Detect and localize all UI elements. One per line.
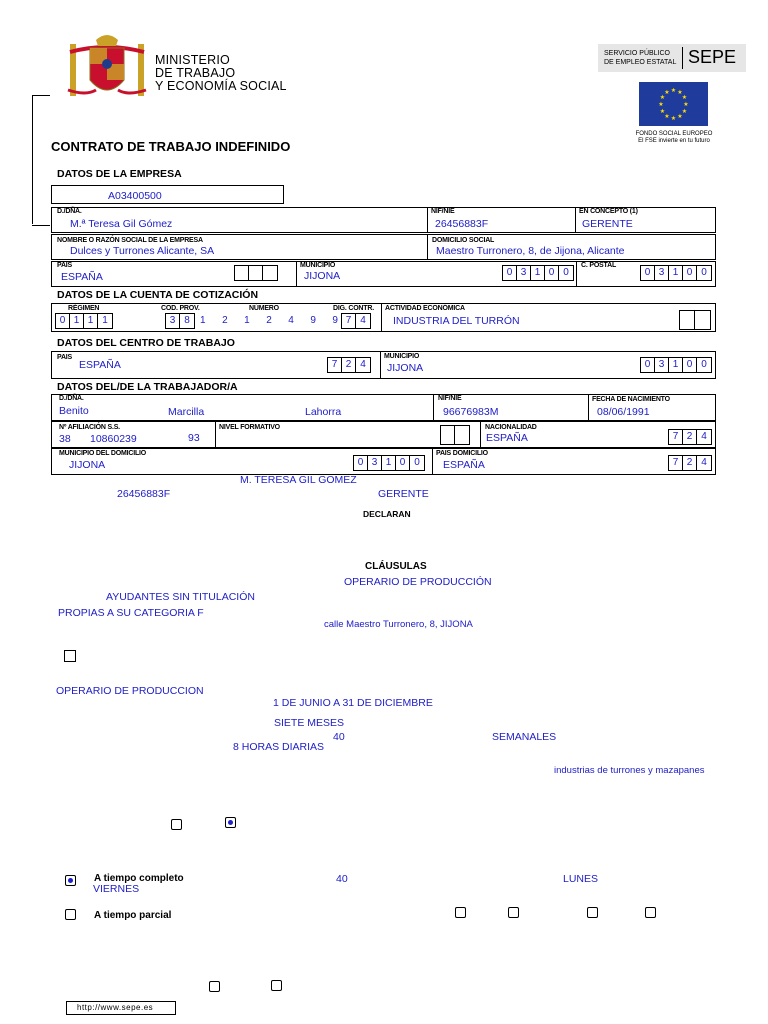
pais-dom-code[interactable] (668, 455, 712, 471)
code-digit: 0 (503, 266, 517, 280)
fse-caption (612, 131, 736, 145)
clausula-horas[interactable]: 40 (333, 731, 345, 743)
empresa-municipio-value[interactable]: JIJONA (304, 270, 341, 282)
code-digit: 0 (396, 456, 410, 470)
empresa-dd-value[interactable]: M.ª Teresa Gil Gómez (70, 218, 173, 230)
code-digit: 1 (382, 456, 396, 470)
bottom-option-2[interactable] (271, 980, 282, 991)
fse-line2: El FSE invierte en tu futuro (638, 138, 710, 144)
page-title: CONTRATO DE TRABAJO INDEFINIDO (51, 139, 291, 154)
parcial-option-1[interactable] (455, 907, 466, 918)
dig-code[interactable] (341, 313, 371, 329)
clausula-lugar[interactable]: calle Maestro Turronero, 8, JIJONA (324, 619, 473, 630)
code-digit: 1 (669, 358, 683, 372)
ministry-line3: Y ECONOMÍA SOCIAL (155, 79, 287, 93)
code-digit: 0 (683, 266, 697, 280)
code-digit: 1 (70, 314, 84, 328)
parcial-label: A tiempo parcial (94, 910, 172, 921)
code-digit: 4 (288, 315, 294, 326)
completo-checkbox-checked[interactable] (65, 875, 76, 886)
svg-text:★: ★ (677, 113, 683, 120)
code-digit: 9 (310, 315, 316, 326)
nivel-code[interactable] (440, 425, 470, 445)
trabajador-row2 (51, 421, 716, 448)
clausula-checkbox-1[interactable] (64, 650, 76, 662)
code-digit: 4 (701, 457, 707, 468)
svg-text:★: ★ (681, 94, 688, 101)
clausula-periodo[interactable]: 1 DE JUNIO A 31 DE DICIEMBRE (273, 697, 433, 709)
municipio-dom-label: MUNICIPIO DEL DOMICILIO (59, 450, 147, 457)
code-digit: 8 (184, 315, 190, 326)
code-digit: 2 (342, 358, 356, 372)
empresa-municipio-code[interactable] (502, 265, 574, 281)
completo-dia-inicio[interactable]: LUNES (563, 873, 599, 885)
codprov-code[interactable] (165, 313, 195, 329)
empresa-razon-value[interactable]: Dulces y Turrones Alicante, SA (70, 245, 215, 257)
trabajador-apellido2[interactable]: Lahorra (305, 406, 342, 418)
svg-text:★: ★ (670, 87, 677, 94)
margin-bracket (32, 95, 50, 226)
parcial-checkbox[interactable] (65, 909, 76, 920)
code-digit: 1 (102, 315, 108, 326)
code-digit: 0 (354, 456, 368, 470)
trabajador-dd-label: D./DÑA. (59, 395, 84, 402)
empresa-cpostal-code[interactable] (640, 265, 712, 281)
codprov-label: COD. PROV. (161, 305, 200, 312)
selected-dot-icon (68, 878, 73, 883)
code-digit: 3 (368, 456, 382, 470)
ministry-line1: MINISTERIO (155, 53, 230, 67)
clausula-horas-diarias[interactable]: 8 HORAS DIARIAS (233, 741, 325, 753)
trabajador-nif-label: NIF/NIE (438, 395, 462, 402)
firmante-nombre[interactable]: M. TERESA GIL GOMEZ (240, 474, 357, 486)
nacionalidad-value[interactable]: ESPAÑA (486, 432, 528, 444)
parcial-option-4[interactable] (645, 907, 656, 918)
code-digit: 9 (332, 315, 338, 326)
code-digit: 0 (414, 457, 420, 468)
svg-text:★: ★ (664, 89, 670, 96)
fse-line1: FONDO SOCIAL EUROPEO (635, 131, 713, 137)
svg-text:★: ★ (659, 108, 666, 115)
code-digit: 2 (266, 315, 272, 326)
completo-horas[interactable]: 40 (336, 873, 348, 885)
code-digit: 0 (701, 267, 707, 278)
code-digit: 3 (655, 358, 669, 372)
centro-municipio-label: MUNICIPIO (384, 353, 420, 360)
empresa-code-value: A03400500 (108, 190, 162, 202)
parcial-option-2[interactable] (508, 907, 519, 918)
code-digit: 1 (200, 315, 206, 326)
cotizacion-row (51, 303, 716, 332)
declaran-heading: DECLARAN (363, 509, 411, 519)
firmante-nif[interactable]: 26456883F (117, 488, 171, 500)
code-digit: 0 (641, 266, 655, 280)
empresa-pais-label: PAIS (57, 262, 73, 269)
sepe-small-line1: SERVICIO PÚBLICO (604, 50, 671, 57)
code-digit: 4 (360, 359, 366, 370)
code-digit: 4 (360, 315, 366, 326)
firmante-cargo[interactable]: GERENTE (378, 488, 429, 500)
code-digit: 0 (683, 358, 697, 372)
svg-text:★: ★ (670, 115, 677, 122)
actividad-value[interactable]: INDUSTRIA DEL TURRÓN (393, 315, 520, 327)
empresa-nif-value[interactable]: 26456883F (435, 218, 489, 230)
clausula-puesto2[interactable]: OPERARIO DE PRODUCCION (56, 685, 204, 697)
empresa-pais-code[interactable] (234, 265, 278, 281)
centro-pais-code[interactable] (327, 357, 371, 373)
empresa-nif-label: NIF/NIE (431, 208, 455, 215)
empresa-concepto-value[interactable]: GERENTE (582, 218, 633, 230)
centro-pais-value[interactable]: ESPAÑA (79, 359, 121, 371)
trabajador-nacimiento-value[interactable]: 08/06/1991 (597, 406, 650, 418)
empresa-section-title: DATOS DE LA EMPRESA (57, 168, 182, 180)
radio-option-1[interactable] (171, 819, 182, 830)
afiliacion-part2[interactable]: 10860239 (90, 433, 137, 445)
afiliacion-label: Nº AFILIACIÓN S.S. (59, 424, 120, 431)
margin-bracket-line (32, 95, 33, 224)
svg-text:★: ★ (659, 94, 666, 101)
sepe-logo-text: SEPE (688, 47, 737, 67)
clausula-semanales[interactable]: SEMANALES (492, 731, 557, 743)
code-digit: 7 (669, 430, 683, 444)
empresa-domicilio-value[interactable]: Maestro Turronero, 8, de Jijona, Alicante (436, 245, 625, 257)
trabajador-apellido1[interactable]: Marcilla (168, 406, 205, 418)
clausulas-heading: CLÁUSULAS (365, 561, 427, 572)
empresa-razon-label: NOMBRE O RAZÓN SOCIAL DE LA EMPRESA (57, 237, 203, 244)
code-digit: 0 (56, 314, 70, 328)
pais-dom-label: PAIS DOMICILIO (436, 450, 488, 457)
svg-text:★: ★ (683, 101, 689, 108)
completo-dia-fin[interactable]: VIERNES (93, 883, 140, 895)
trabajador-nombre[interactable]: Benito (59, 405, 89, 417)
empresa-code-field[interactable] (51, 185, 284, 204)
empresa-dd-label: D./DÑA. (57, 208, 82, 215)
municipio-dom-code[interactable] (353, 455, 425, 471)
numero-code[interactable] (200, 315, 338, 326)
code-digit: 0 (701, 359, 707, 370)
empresa-domicilio-label: DOMICILIO SOCIAL (432, 237, 495, 244)
svg-text:★: ★ (658, 101, 664, 108)
code-digit: 7 (342, 314, 356, 328)
trabajador-nacimiento-label: FECHA DE NACIMIENTO (592, 396, 670, 403)
bottom-option-1[interactable] (209, 981, 220, 992)
pais-dom-value[interactable]: ESPAÑA (443, 459, 485, 471)
code-digit: 2 (222, 315, 228, 326)
actividad-label: ACTIVIDAD ECONÓMICA (385, 305, 465, 312)
centro-pais-label: PAIS (57, 354, 73, 361)
code-digit: 2 (683, 456, 697, 470)
centro-municipio-value[interactable]: JIJONA (387, 362, 424, 374)
code-digit: 0 (545, 266, 559, 280)
dig-label: DIG. CONTR. (333, 305, 374, 312)
ministry-line2: DE TRABAJO (155, 66, 236, 80)
empresa-row3 (51, 261, 716, 287)
centro-section-title: DATOS DEL CENTRO DE TRABAJO (57, 337, 235, 349)
svg-text:★: ★ (681, 108, 688, 115)
code-digit: 3 (517, 266, 531, 280)
footer-url-link[interactable] (66, 1001, 176, 1015)
svg-text:★: ★ (677, 89, 683, 96)
trabajador-nif-value[interactable]: 96676983M (443, 406, 499, 418)
clausula-funciones[interactable]: PROPIAS A SU CATEGORIA F (58, 607, 204, 619)
eu-flag-icon (639, 82, 708, 126)
selected-dot-icon (228, 820, 233, 825)
code-digit: 0 (563, 267, 569, 278)
code-digit: 7 (669, 456, 683, 470)
sepe-small-line2: DE EMPLEO ESTATAL (604, 59, 677, 66)
centro-municipio-code[interactable] (640, 357, 712, 373)
cotizacion-section-title: DATOS DE LA CUENTA DE COTIZACIÓN (57, 289, 259, 301)
empresa-concepto-label: EN CONCEPTO (1) (579, 208, 638, 215)
sepe-logo (598, 44, 746, 72)
ministry-name (155, 54, 287, 93)
svg-text:★: ★ (664, 113, 670, 120)
code-digit: 4 (701, 431, 707, 442)
completo-label: A tiempo completo (94, 873, 184, 884)
trabajador-section-title: DATOS DEL/DE LA TRABAJADOR/A (57, 381, 238, 393)
clausula-duracion[interactable]: SIETE MESES (274, 717, 345, 729)
numero-label: NÚMERO (249, 305, 279, 312)
actividad-code[interactable] (679, 310, 711, 330)
parcial-option-3[interactable] (587, 907, 598, 918)
afiliacion-part3[interactable]: 93 (188, 432, 200, 444)
empresa-cpostal-label: C. POSTAL (581, 262, 617, 269)
coat-of-arms-logo (66, 30, 148, 102)
radio-option-2-selected[interactable] (225, 817, 236, 828)
nacionalidad-code[interactable] (668, 429, 712, 445)
code-digit: 1 (244, 315, 250, 326)
code-digit: 1 (669, 266, 683, 280)
clausula-grupo[interactable]: AYUDANTES SIN TITULACIÓN (106, 591, 255, 603)
code-digit: 1 (84, 314, 98, 328)
empresa-municipio-label: MUNICIPIO (300, 262, 336, 269)
code-digit: 0 (641, 358, 655, 372)
code-digit: 1 (531, 266, 545, 280)
empresa-pais-value[interactable]: ESPAÑA (61, 271, 103, 283)
regimen-code[interactable] (55, 313, 113, 329)
code-digit: 7 (328, 358, 342, 372)
code-digit: 2 (683, 430, 697, 444)
code-digit: 3 (166, 314, 180, 328)
regimen-label: RÉGIMEN (68, 305, 100, 312)
clausula-convenio[interactable]: industrias de turrones y mazapanes (554, 765, 705, 776)
clausula-puesto[interactable]: OPERARIO DE PRODUCCIÓN (344, 576, 492, 588)
afiliacion-part1[interactable]: 38 (59, 433, 71, 445)
nacionalidad-label: NACIONALIDAD (485, 424, 537, 431)
municipio-dom-value[interactable]: JIJONA (69, 459, 106, 471)
code-digit: 3 (655, 266, 669, 280)
nivel-label: NIVEL FORMATIVO (219, 424, 280, 431)
footer-url-text: http://www.sepe.es (77, 1003, 154, 1012)
